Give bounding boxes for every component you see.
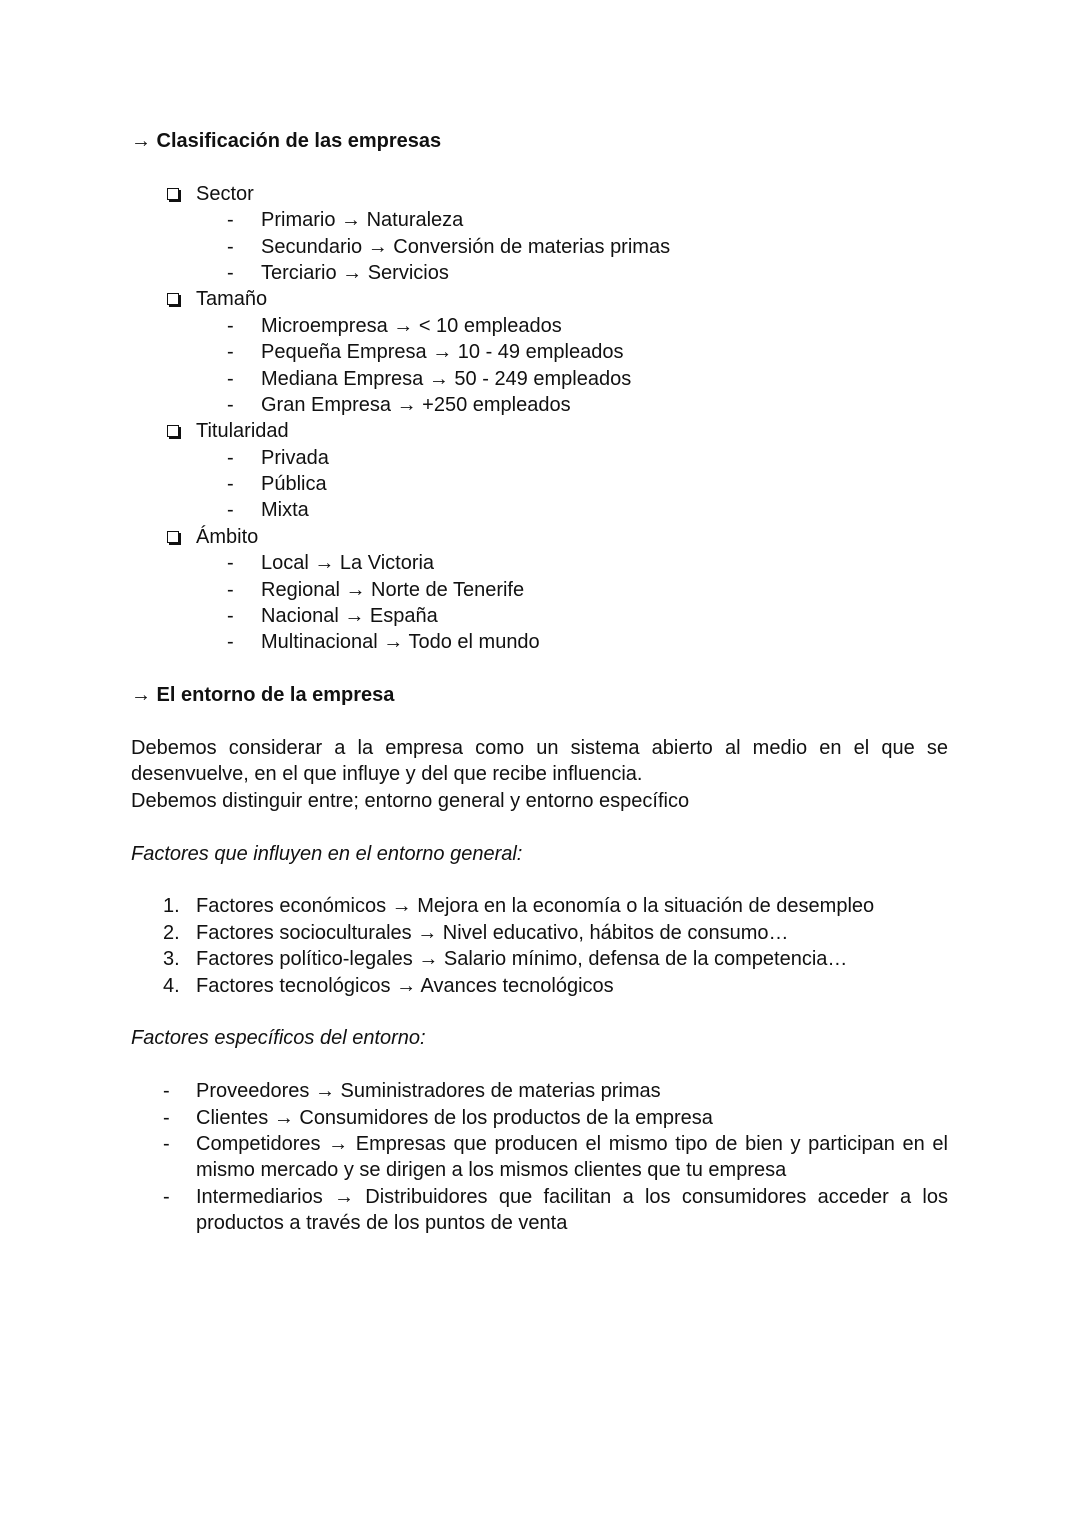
list-item: - Pública [131,471,948,497]
category-tamano: Tamaño [131,286,948,312]
category-ambito: Ámbito [131,524,948,550]
document-page [131,128,948,1237]
paragraph-distinguish: Debemos distinguir entre; entorno general y entorno específico [131,789,690,812]
general-factors-title: Factores que influyen en el entorno general: [131,842,523,865]
dash-bullet: - [227,393,234,416]
dash-bullet: - [227,341,234,364]
numbered-item: 1. Factores económicos → Mejora en la economía o la situación de desempleo [163,895,875,918]
list-item: - Local → La Victoria [131,550,948,576]
list-item: - Secundario → Conversión de materias primas [131,234,948,260]
dash-bullet: - [227,605,234,628]
dash-bullet: - [227,261,234,284]
dash-bullet: - [163,1185,170,1208]
dash-bullet: - [227,473,234,496]
category-sector: Sector [131,181,948,207]
dash-bullet: - [227,499,234,522]
dash-bullet: - [227,446,234,469]
list-item: - Competidores → Empresas que producen el mismo tipo de bien y participan en el mismo mercado y se dirigen a los mismos clientes que tu empresa [163,1132,948,1182]
list-item: - Mediana Empresa → 50 - 249 empleados [131,366,948,392]
checkbox-icon [167,425,179,437]
dash-bullet: - [227,235,234,258]
dash-bullet: - [227,314,234,337]
list-item: - Terciario → Servicios [131,260,948,286]
list-item: - Gran Empresa → +250 empleados [131,392,948,418]
dash-bullet: - [227,367,234,390]
dash-bullet: - [227,578,234,601]
list-item: - Proveedores → Suministradores de materias primas [131,1078,948,1104]
numbered-item: 2. Factores socioculturales → Nivel educativo, hábitos de consumo… [163,921,789,944]
list-item: - Nacional → España [131,603,948,629]
checkbox-icon [167,188,179,200]
dash-bullet: - [227,209,234,232]
numbered-item: 4. Factores tecnológicos → Avances tecnológicos [163,974,614,997]
dash-bullet: - [227,552,234,575]
list-item: - Intermediarios → Distribuidores que facilitan a los consumidores acceder a los productos a través de los puntos de venta [163,1185,948,1235]
list-item: - Regional → Norte de Tenerife [131,577,948,603]
section-heading-clasificacion: → Clasificación de las empresas [131,130,442,152]
numbered-item: 3. Factores político-legales → Salario mínimo, defensa de la competencia… [163,948,848,971]
list-item: - Multinacional → Todo el mundo [131,629,948,655]
list-item: - Privada [131,445,948,471]
dash-bullet: - [163,1080,170,1103]
category-titularidad: Titularidad [131,418,948,444]
dash-bullet: - [163,1106,170,1129]
section-heading-entorno: → El entorno de la empresa [131,684,395,707]
list-item: - Primario → Naturaleza [131,207,948,233]
list-item: - Microempresa → < 10 empleados [131,313,948,339]
specific-factors-title: Factores específicos del entorno: [131,1027,426,1050]
dash-bullet: - [163,1132,170,1155]
dash-bullet: - [227,631,234,654]
paragraph-intro: Debemos considerar a la empresa como un sistema abierto al medio en el que se desenvuelve, en el que influye y del que recibe influencia. [131,736,948,786]
checkbox-icon [167,531,179,543]
list-item: - Clientes → Consumidores de los productos de la empresa [131,1105,948,1131]
list-item: - Pequeña Empresa → 10 - 49 empleados [131,339,948,365]
checkbox-icon [167,293,179,305]
list-item: - Mixta [131,497,948,523]
